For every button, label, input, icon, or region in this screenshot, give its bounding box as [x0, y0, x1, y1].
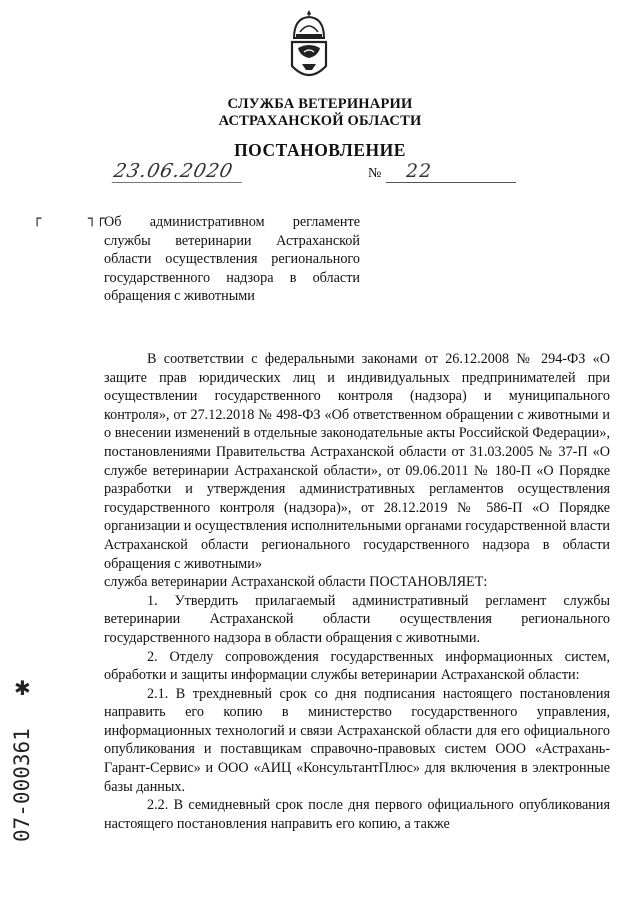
paragraph-item-1: 1. Утвердить прилагаемый административный регламент службы ветеринарии Астраханской области осуществления регионального государственного надзора в области обращения с животными. — [104, 592, 610, 646]
corner-mark-right: ┐┌ — [88, 211, 105, 227]
registration-stamp: 07-000361 — [10, 728, 34, 842]
org-name-line2: АСТРАХАНСКОЙ ОБЛАСТИ — [218, 113, 422, 129]
org-name-line1: СЛУЖБА ВЕТЕРИНАРИИ — [227, 96, 413, 112]
document-date: 23.06.2020 — [112, 160, 247, 183]
document-subject: Об административном регламенте службы ветеринарии Астраханской области осуществления регионального государственного надзора в области обращения с животными — [104, 214, 360, 305]
coat-of-arms-icon — [282, 8, 336, 86]
paragraph-item-2: 2. Отделу сопровождения государственных информационных систем, обработки и защиты информации службы ветеринарии Астраханской области: — [104, 648, 610, 684]
paragraph-item-2-1: 2.1. В трехдневный срок со дня подписания настоящего постановления направить его копию в министерство государственного управления, информационных технологий и связи Астраханской области для его официального опубликования и поставщикам справочно-правовых систем ООО «Астрахань-Гарант-Сервис» и ООО «АИЦ «КонсультантПлюс» для включения в электронные базы данных. — [104, 685, 610, 795]
paragraph-preamble: В соответствии с федеральными законами от 26.12.2008 № 294-ФЗ «О защите прав юридических лиц и индивидуальных предпринимателей при осуществлении государственного контроля (надзора) и муниципального контроля», от 27.12.2018 № 498-ФЗ «Об ответственном обращении с животными и о внесении изменений в отдельные законодательные акты Российской Федерации», постановлениями Правительства Астраханской области от 31.03.2005 № 37-П «О службе ветеринарии Астраханской области», от 09.06.2011 № 180-П «О Порядке разработки и утверждения административных регламентов осуществления государственного контроля (надзора)», от 28.12.2019 № 586-П «О Порядке организации и осуществления исполнительными органами государственной власти Астраханской области регионального государственного надзора в области обращения с животными» — [104, 351, 610, 572]
paragraph-resolves: служба ветеринарии Астраханской области ПОСТАНОВЛЯЕТ: — [104, 574, 488, 591]
document-number: 22 — [386, 160, 516, 183]
document-type: ПОСТАНОВЛЕНИЕ — [234, 140, 406, 160]
paragraph-item-2-2: 2.2. В семидневный срок после дня первого официального опубликования настоящего постановления направить его копию, а также — [104, 797, 610, 832]
document-body — [104, 350, 610, 833]
number-label: № — [368, 166, 382, 181]
margin-mark: ✱ — [14, 678, 31, 700]
corner-mark-left: ┌ — [33, 211, 42, 227]
